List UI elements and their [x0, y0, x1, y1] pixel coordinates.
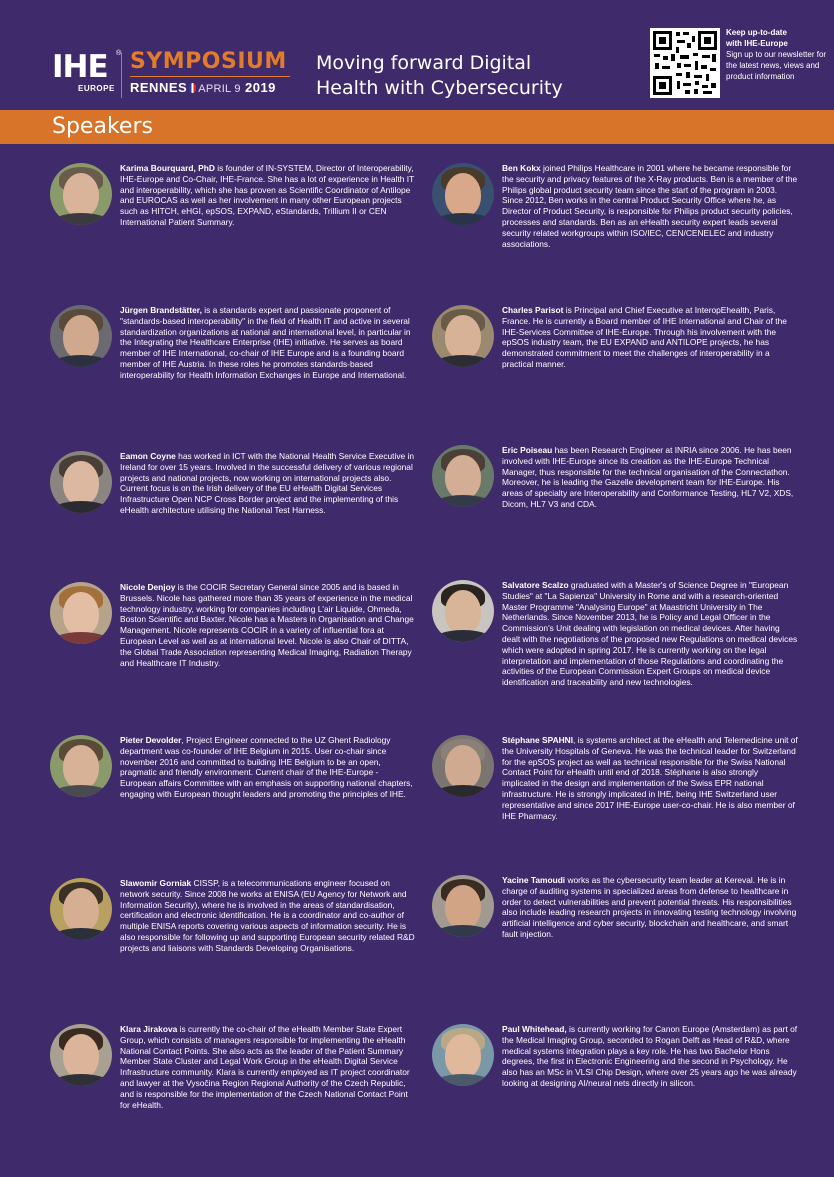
speaker-bio	[120, 305, 416, 381]
page-header	[0, 0, 834, 110]
speaker-photo	[50, 1024, 112, 1086]
speaker-bio	[502, 875, 798, 940]
speaker-description: is founder of IN-SYSTEM, Director of Interoperability, IHE-Europe and Co-Chair, IHE-France. She has a lot of experience in Health IT and interoperability, which she has proven as Scientific Coordinator of Antilope and EUROCAS as well as her involvement in many other European projects such as HITCH, eHGI, epSOS, EXPAND, eStandards, Trillium II or CEN International Patient Summary.	[120, 163, 415, 227]
event-name: SYMPOSIUM	[130, 49, 287, 74]
logo-ihe-text: IHE	[52, 49, 108, 85]
speaker-description: , is systems architect at the eHealth and Telemedicine unit of the University Hospitals of Geneva. He was the technical leader for Switzerland for the epSOS project as well as technical responsible for the Swiss National Contact Point for eHealth until end of 2018. Stéphane is also strongly implicated in the design and implementation of the Swiss EPR national infrastructure. He is strongly implicated in IHE, being IHE Switzerland user representative and since 2017 IHE-Europe user-co-chair. He is also member of IHE Pharmacy.	[502, 735, 798, 821]
speaker-photo	[432, 163, 494, 225]
speaker-name: Paul Whitehead,	[502, 1024, 567, 1034]
logo-divider	[121, 52, 122, 98]
speaker-photo	[432, 305, 494, 367]
logo-registered-mark: ®	[116, 50, 122, 57]
tagline-line-2: Health with Cybersecurity	[316, 77, 563, 99]
speaker-description: is currently working for Canon Europe (Amsterdam) as part of the Medical Imaging Group, seconded to Rogan Delft as Head of R&D, where medical systems integration plays a key role. He has two Bachelor Hons degrees, the first in Electronic Engineering and the second in Psychology. He also has an MSc in VLSI Chip Design, where over 25 years ago he was already looking at designing AI/neural nets directly in silicon.	[502, 1024, 798, 1088]
speaker-name: Nicole Denjoy	[120, 582, 176, 592]
speaker-name: Jürgen Brandstätter,	[120, 305, 202, 315]
ihe-europe-logo	[52, 49, 122, 93]
speaker-description: is currently the co-chair of the eHealth Member State Expert Group, which consists of managers responsible for implementing the eHealth National Contact Points. She also acts as the leader of the Patient Summary Member State Cluster and Legal Work Group in the eHealth Digital Service Infrastructure community. Klara is currently employed as IT project coordinator and lawyer at the Vysočina Region Regional Authority of the Czech Republic, and is responsible for the implementation of the Czech National Contact Point for eHealth.	[120, 1024, 410, 1110]
logo-europe-text: EUROPE	[78, 84, 115, 93]
speaker-photo	[50, 451, 112, 513]
speaker-description: is the COCIR Secretary General since 2005 and is based in Brussels. Nicole has gathered more than 35 years of experience in the medical technology industry, working for companies including L'air Liquide, Ohmeda, Boston Scientific and Baxter. Nicole has a Masters in Organisation and Change Management. Nicole represents COCIR in a variety of influential fora at European Level as well as at international level. Nicole is also Chair of DITTA, the Global Trade Association representing Medical Imaging, Radiation Therapy and Healthcare IT Industry.	[120, 582, 414, 668]
speaker-bio	[120, 878, 416, 954]
speaker-photo	[432, 1024, 494, 1086]
newsletter-title-line-2: with IHE-Europe	[726, 39, 788, 48]
speaker-photo	[50, 163, 112, 225]
speaker-name: Karima Bourquard, PhD	[120, 163, 215, 173]
speaker-description: graduated with a Master's of Science Degree in "European Studies" at "La Sapienza" University in Rome and with a research-oriented Master Programme "Analysing Europe" at Maastricht University in The Netherlands. Since November 2013, he is Policy and Legal Officer in the Commission's Unit dealing with legislation on medical devices. After having dealt with the negotiations of the proposed new Regulations on medical devices which were adopted in spring 2017. He is currently working on the legal interpretation and implementation of those Regulations and coordinating the activities of the European Commission Expert Groups on medical device identification and traceability and new technologies.	[502, 580, 798, 688]
speaker-name: Salvatore Scalzo	[502, 580, 569, 590]
speaker-description: CISSP, is a telecommunications engineer focused on network security. Since 2008 he works at ENISA (EU Agency for Network and Information Security), where he is involved in the areas of standardisation, certification and electronic identification. He is a coordinator and co-author of multiple ENISA reports covering various aspects of information security. He is also responsible for following up and supporting European security related R&D projects and liaisons with Standards Developing Organisations.	[120, 878, 415, 953]
speaker-photo	[50, 305, 112, 367]
speaker-bio	[502, 305, 798, 370]
speaker-bio	[120, 735, 416, 800]
event-location-date	[130, 80, 276, 95]
event-city: RENNES	[130, 80, 188, 95]
speaker-bio	[120, 1024, 416, 1110]
newsletter-text: Sign up to our newsletter for the latest news, views and product information	[726, 50, 827, 81]
speaker-photo	[50, 735, 112, 797]
qr-code-graphic	[650, 28, 720, 98]
speaker-photo	[50, 582, 112, 644]
speaker-name: Pieter Devolder	[120, 735, 182, 745]
speaker-description: is Principal and Chief Executive at InteropEhealth, Paris, France. He is currently a Board member of IHE International and Chair of the IHE-Services Committee of IHE-Europe. Through his involvement with the epSOS industry team, the EU EXPAND and ANTILOPE projects, he has demonstrated commitment to meet the challenges of interoperability in a practical manner.	[502, 305, 787, 369]
newsletter-title-line-1: Keep up-to-date	[726, 28, 787, 37]
speaker-bio	[502, 163, 798, 249]
speaker-name: Eric Poiseau	[502, 445, 553, 455]
speaker-description: has worked in ICT with the National Health Service Executive in Ireland for over 15 years. Involved in the successful delivery of various regional projects and national projects, now working on international projects also. Current focus is on the Irish delivery of the EU eHealth Digital Services Infrastructure Open NCP Cross Border project and the implementing of this eHealth architecture utilising the National Test Harness.	[120, 451, 415, 515]
speaker-description: joined Philips Healthcare in 2001 where he became responsible for the security and privacy features of the X-Ray products. Ben is a member of the Philips global product security team since the start of the program in 2003. Since 2012, Ben works in the central Product Security Office where he, as Director of Product Security, is responsible for Philips product security policies, processes and standards. Ben as an eHealth security expert leads several security related workgroups within ISO/IEC, CEN/CENELEC and industry associations.	[502, 163, 798, 249]
event-tagline	[316, 51, 606, 101]
newsletter-callout	[726, 27, 830, 82]
speaker-photo	[50, 878, 112, 940]
speaker-description: has been Research Engineer at INRIA since 2006. He has been involved with IHE-Europe since its creation as the IHE-Europe Technical Manager, thus responsible for the technical organisation of the Connectathon. Moreover, he is leading the Gazelle development team for IHE-Europe. His areas of specialty are Interoperability and Conformance Testing, HL7 V2, XDS, Dicom, HL7 V3 and CDA.	[502, 445, 794, 509]
speaker-photo	[432, 875, 494, 937]
speaker-name: Ben Kokx	[502, 163, 541, 173]
tagline-line-1: Moving forward Digital	[316, 52, 532, 74]
speaker-bio	[502, 1024, 798, 1089]
speaker-name: Yacine Tamoudi	[502, 875, 566, 885]
speaker-bio	[120, 163, 416, 228]
speaker-bio	[502, 580, 798, 688]
speaker-description: works as the cybersecurity team leader at Kereval. He is in charge of auditing systems in specialized areas from defense to healthcare in order to detect vulnerabilities and prevent potential threats. His responsibilities also include leading research projects in innovating testing technology involving artificial intelligence and cyber security, blockchain and healthcare, and smart fault injection.	[502, 875, 797, 939]
newsletter-qr-code-icon[interactable]	[650, 28, 720, 98]
speaker-photo	[432, 445, 494, 507]
speaker-bio	[120, 582, 416, 668]
event-year: 2019	[244, 80, 276, 95]
speaker-photo	[432, 580, 494, 642]
speaker-photo	[432, 735, 494, 797]
speaker-description: is a standards expert and passionate proponent of "standards-based interoperability" in the field of Health IT and active in several standardization organizations at national and international level, in particular in the Integrating the Healthcare Enterprise (IHE) initiative. He serves as board member of IHE International, co-chair of IHE Europe and is a founding board member of IHE Austria. In these roles he promotes standards-based interoperability for Health Information Exchanges in Europe and International.	[120, 305, 411, 380]
speaker-bio	[120, 451, 416, 516]
section-title-band	[0, 110, 834, 144]
section-title: Speakers	[52, 114, 153, 139]
speaker-name: Eamon Coyne	[120, 451, 176, 461]
france-flag-icon	[189, 83, 196, 93]
speaker-bio	[502, 445, 798, 510]
speaker-name: Slawomir Gorniak	[120, 878, 192, 888]
event-underline	[130, 76, 290, 77]
speaker-name: Charles Parisot	[502, 305, 564, 315]
speaker-bio	[502, 735, 798, 821]
speaker-name: Stéphane SPAHNI	[502, 735, 574, 745]
event-date: APRIL 9	[198, 83, 241, 95]
speaker-description: , Project Engineer connected to the UZ Ghent Radiology department was co-founder of IHE Belgium in 2015. User co-chair since november 2016 and committed to building IHE Belgium to be an open, pragmatic and friendly environment. Current chair of the IHE-Europe - European affairs Committee with an emphasis on supporting national chapters, engaging with European thought leaders and promoting the principles of IHE.	[120, 735, 413, 799]
speaker-name: Klara Jirakova	[120, 1024, 178, 1034]
